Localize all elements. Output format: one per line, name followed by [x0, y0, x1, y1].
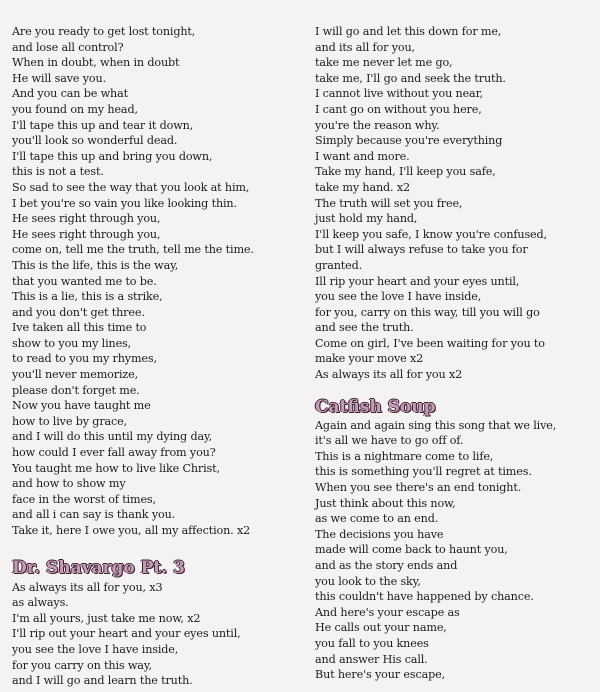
lyric-line: and you don't get three.	[12, 305, 145, 319]
lyric-line: and all i can say is thank you.	[12, 508, 176, 522]
lyric-line: And here's your escape as	[315, 605, 460, 619]
song-title-dr-shavargo: Dr. Shavargo Pt. 3	[12, 557, 185, 578]
lyric-line: come on, tell me the truth, tell me the time.	[12, 243, 254, 257]
lyric-line: and see the truth.	[315, 321, 414, 335]
lyric-line: He calls out your name,	[315, 621, 447, 635]
lyric-line: this couldn't have happened by chance.	[315, 590, 534, 604]
lyric-line: and answer His call.	[315, 652, 428, 666]
lyric-line: I'll tape this up and tear it down,	[12, 118, 194, 132]
lyric-line: Are you ready to get lost tonight,	[12, 25, 196, 38]
left-lyrics-top	[12, 24, 302, 539]
lyric-line: just hold my hand,	[315, 212, 418, 226]
lyric-line: that you wanted me to be.	[12, 274, 157, 288]
lyric-line: I bet you're so vain you like looking thin.	[12, 196, 237, 210]
right-lyrics-top	[315, 24, 597, 383]
lyric-line: you're the reason why.	[315, 118, 440, 132]
lyric-line: make your move x2	[315, 352, 424, 366]
lyric-line: As always its all for you x2	[315, 368, 463, 382]
lyric-line: face in the worst of times,	[12, 492, 156, 506]
lyric-line: I'll keep you safe, I know you're confused,	[315, 227, 547, 241]
lyric-line: But here's your escape,	[315, 668, 445, 682]
lyric-line: I'll tape this up and bring you down,	[12, 149, 213, 163]
lyric-line: Come on girl, I've been waiting for you to	[315, 336, 545, 350]
lyric-line: Ill rip your heart and your eyes until,	[315, 274, 520, 288]
lyric-line: Again and again sing this song that we live,	[315, 418, 557, 432]
lyric-line: you found on my head,	[12, 102, 138, 116]
lyric-line: I will go and let this down for me,	[315, 25, 502, 38]
lyric-line: but I will always refuse to take you for	[315, 243, 528, 257]
lyric-line: I cannot live without you near,	[315, 87, 483, 101]
lyric-line: When you see there's an end tonight.	[315, 481, 522, 495]
lyric-line: take me, I'll go and seek the truth.	[315, 71, 506, 85]
lyric-line: take me never let me go,	[315, 56, 453, 70]
lyric-line: Simply because you're everything	[315, 134, 503, 148]
lyric-line: As always its all for you, x3	[12, 580, 163, 594]
lyric-line: So sad to see the way that you look at him,	[12, 180, 250, 194]
lyric-line: take my hand. x2	[315, 180, 410, 194]
lyric-line: you'll look so wonderful dead.	[12, 134, 178, 148]
lyric-line: show to you my lines,	[12, 336, 132, 350]
lyric-line: as we come to an end.	[315, 512, 439, 526]
lyric-line: to read to you my rhymes,	[12, 352, 157, 366]
right-lyrics-bottom	[315, 418, 597, 683]
lyric-line: This is the life, this is the way,	[12, 258, 179, 272]
lyric-line: and lose all control?	[12, 40, 124, 54]
lyric-line: this is not a test.	[12, 165, 104, 179]
lyric-line: He sees right through you,	[12, 212, 161, 226]
lyric-line: please don't forget me.	[12, 383, 140, 397]
lyric-line: as always.	[12, 596, 69, 610]
left-column	[12, 24, 302, 689]
lyric-line: for you carry on this way,	[12, 658, 152, 672]
lyric-line: When in doubt, when in doubt	[12, 56, 180, 70]
lyric-line: This is a lie, this is a strike,	[12, 290, 163, 304]
lyric-line: Ive taken all this time to	[12, 321, 147, 335]
lyric-line: I'll rip out your heart and your eyes until,	[12, 627, 241, 641]
lyric-line: how could I ever fall away from you?	[12, 446, 216, 460]
lyric-line: The truth will set you free,	[315, 196, 463, 210]
lyric-line: I'm all yours, just take me now, x2	[12, 611, 201, 625]
lyric-line: He will save you.	[12, 71, 106, 85]
lyric-line: Just think about this now,	[315, 496, 456, 510]
left-lyrics-bottom	[12, 580, 302, 689]
lyric-line: for you, carry on this way, till you will go	[315, 305, 540, 319]
lyric-line: you fall to you knees	[315, 636, 429, 650]
lyric-line: and I will do this until my dying day,	[12, 430, 213, 444]
lyric-line: Now you have taught me	[12, 399, 151, 413]
lyric-line: I cant go on without you here,	[315, 102, 482, 116]
lyric-line: He sees right through you,	[12, 227, 161, 241]
lyric-line: Take my hand, I'll keep you safe,	[315, 165, 496, 179]
lyric-line: it's all we have to go off of.	[315, 434, 464, 448]
lyric-line: and I will go and learn the truth.	[12, 674, 193, 688]
lyric-line: The decisions you have	[315, 527, 444, 541]
right-column	[315, 24, 597, 683]
lyric-line: This is a nightmare come to life,	[315, 449, 494, 463]
lyric-line: you see the love I have inside,	[315, 290, 482, 304]
lyric-line: you look to the sky,	[315, 574, 421, 588]
lyric-line: you'll never memorize,	[12, 368, 138, 382]
lyric-line: You taught me how to live like Christ,	[12, 461, 220, 475]
lyric-line: And you can be what	[12, 87, 128, 101]
lyric-line: made will come back to haunt you,	[315, 543, 508, 557]
lyric-line: and how to show my	[12, 477, 126, 491]
lyric-line: Take it, here I owe you, all my affection. x2	[12, 524, 251, 537]
lyric-line: granted.	[315, 258, 363, 272]
lyric-line: and as the story ends and	[315, 559, 458, 572]
lyric-line: I want and more.	[315, 149, 410, 163]
lyric-line: you see the love I have inside,	[12, 642, 179, 656]
lyric-line: how to live by grace,	[12, 414, 128, 428]
lyric-line: and its all for you,	[315, 40, 415, 54]
lyric-line: this is something you'll regret at times.	[315, 465, 532, 479]
song-title-catfish-soup: Catfish Soup	[315, 396, 436, 417]
